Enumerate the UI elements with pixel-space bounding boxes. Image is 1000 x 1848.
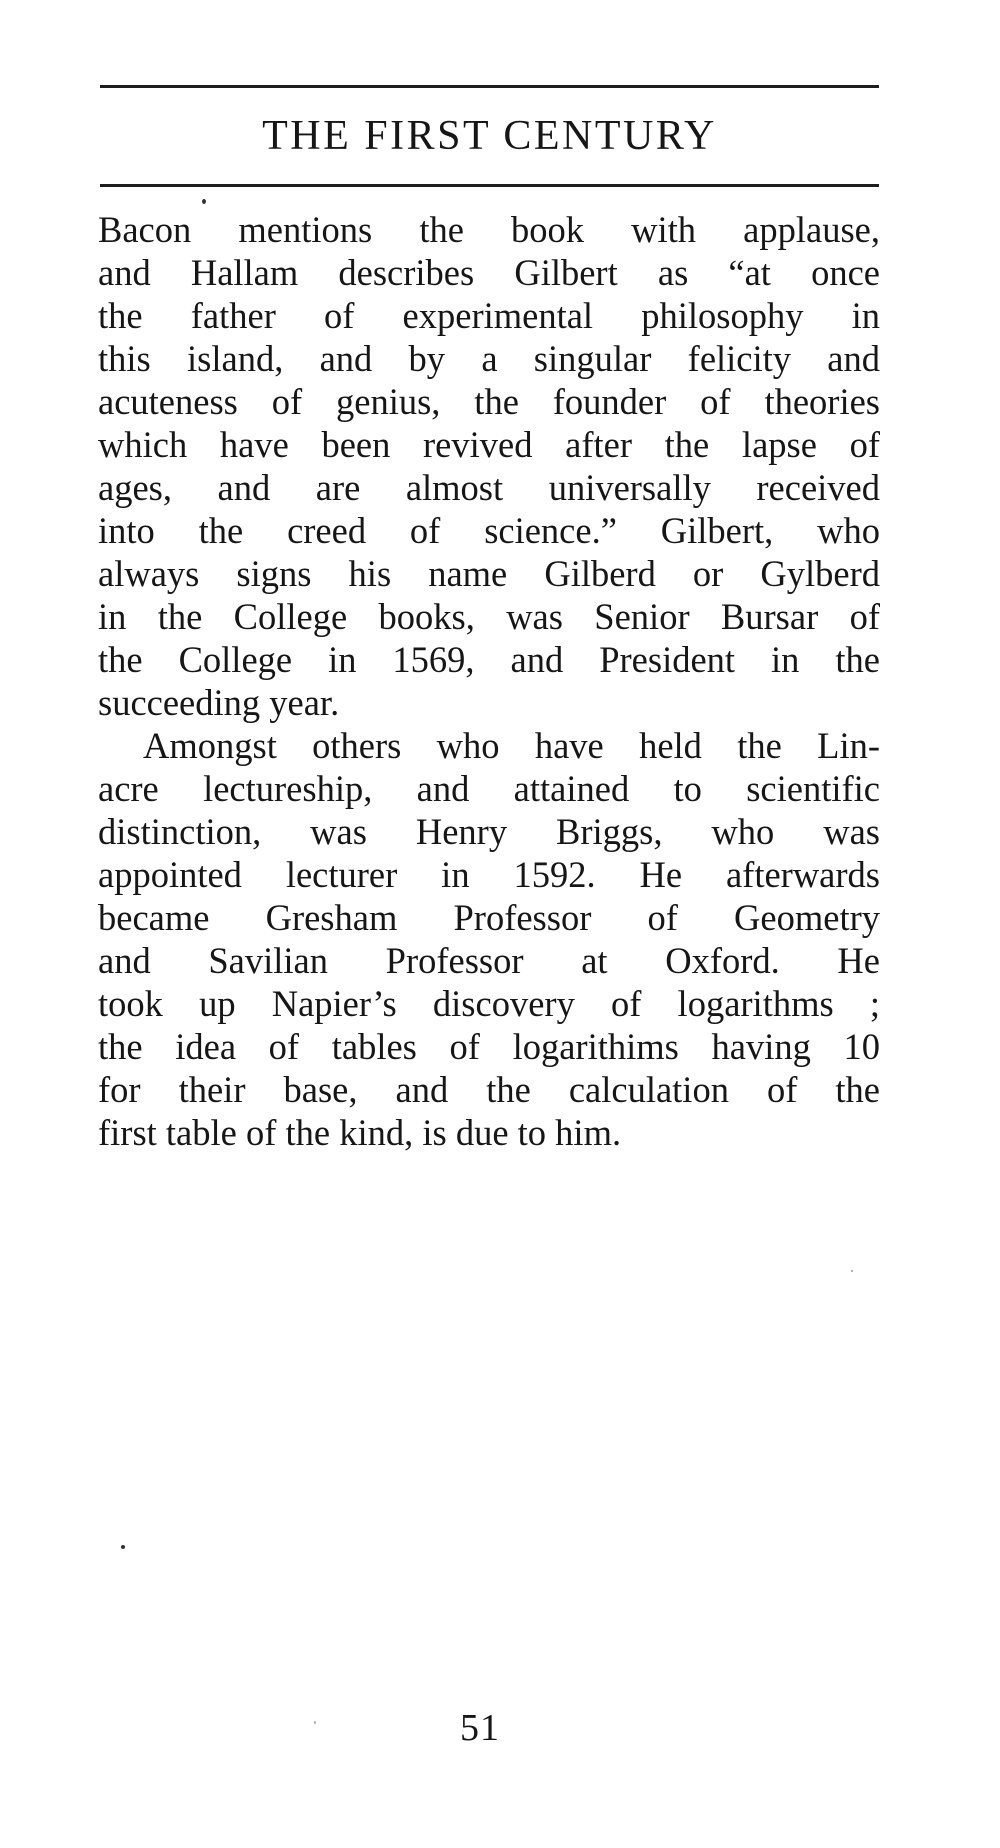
text-line: distinction, was Henry Briggs, who was: [98, 811, 880, 852]
text-line: for their base, and the calculation of the: [98, 1069, 880, 1110]
paragraph-end-line: succeeding year.: [98, 682, 340, 723]
text-line: in the College books, was Senior Bursar of: [98, 596, 880, 637]
paragraph-start-line: Amongst others who have held the Lin-: [143, 725, 880, 766]
body-text: [98, 208, 880, 1154]
ink-speck: [121, 1545, 125, 1549]
header-top-rule: [100, 85, 879, 88]
text-line: the idea of tables of logarithims having 10: [98, 1026, 880, 1067]
text-line: and Hallam describes Gilbert as “at once: [98, 252, 880, 293]
paragraph-end-line: first table of the kind, is due to him.: [98, 1112, 622, 1153]
text-line: ages, and are almost universally received: [98, 467, 880, 508]
text-line: into the creed of science.” Gilbert, who: [98, 510, 880, 551]
text-line: this island, and by a singular felicity and: [98, 338, 880, 379]
text-line: the father of experimental philosophy in: [98, 295, 880, 336]
ink-speck: [851, 1270, 853, 1272]
text-line: always signs his name Gilberd or Gylberd: [98, 553, 880, 594]
text-line: appointed lecturer in 1592. He afterwards: [98, 854, 880, 895]
ink-speck: [314, 1721, 316, 1724]
text-line: acre lectureship, and attained to scientific: [98, 768, 880, 809]
text-line: the College in 1569, and President in the: [98, 639, 880, 680]
text-line: became Gresham Professor of Geometry: [98, 897, 880, 938]
text-line: which have been revived after the lapse of: [98, 424, 880, 465]
ink-speck: [202, 199, 206, 204]
header-bottom-rule: [100, 184, 879, 187]
text-line: and Savilian Professor at Oxford. He: [98, 940, 880, 981]
page-number: 51: [460, 1707, 500, 1749]
text-line: acuteness of genius, the founder of theories: [98, 381, 880, 422]
text-line: Bacon mentions the book with applause,: [98, 209, 880, 250]
text-line: took up Napier’s discovery of logarithms ;: [98, 983, 880, 1024]
running-head: THE FIRST CENTURY: [262, 113, 717, 159]
